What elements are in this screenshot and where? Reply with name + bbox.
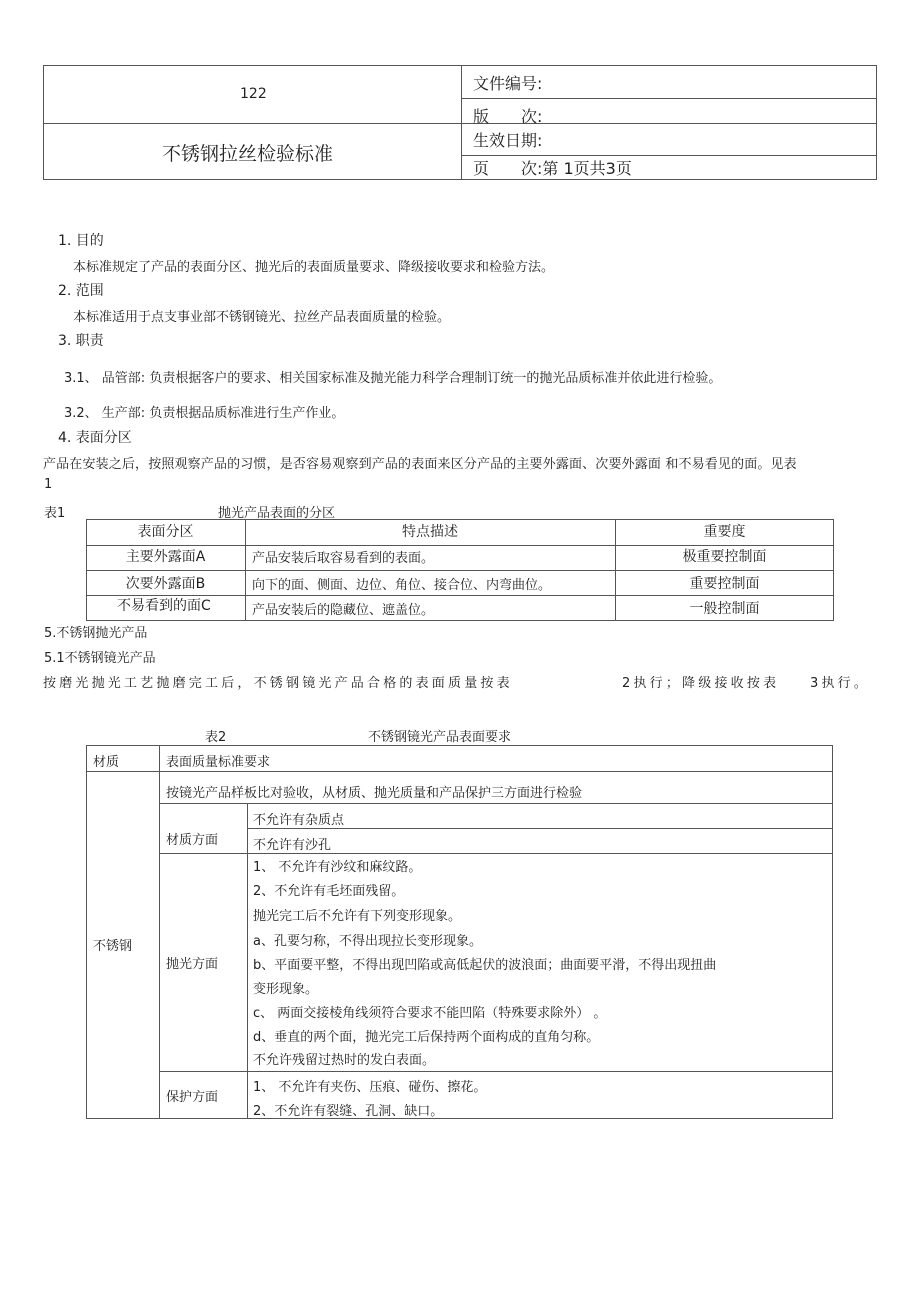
table-2-item: 不允许残留过热时的发白表面。: [253, 1053, 436, 1068]
table-2-item: b、平面要平整，不得出现凹陷或高低起伏的波浪面；曲面要平滑，不得出现扭曲: [253, 958, 717, 973]
section-1-text: 本标准规定了产品的表面分区、抛光后的表面质量要求、降级接收要求和检验方法。: [73, 260, 555, 275]
table-1-cell: 极重要控制面: [682, 549, 767, 565]
table-1-label: 表1: [44, 506, 66, 521]
table-2-header-requirement: 表面质量标准要求: [166, 755, 271, 770]
table-2-item: 抛光完工后不允许有下列变形现象。: [253, 909, 462, 924]
table-1-cell: 向下的面、侧面、边位、角位、接合位、内弯曲位。: [252, 578, 552, 593]
doc-code: 122: [240, 86, 267, 102]
table-2-item: 2、不允许有毛坯面残留。: [253, 884, 405, 899]
table-2-label: 表2: [205, 730, 227, 745]
section-5-1-text: 3执行。: [810, 676, 871, 691]
section-4-title: 4. 表面分区: [58, 430, 132, 446]
section-2-title: 2. 范围: [58, 283, 104, 299]
table-1-header: 特点描述: [402, 524, 458, 540]
table-2-group-name: 保护方面: [166, 1090, 219, 1105]
table-2-group-name: 抛光方面: [166, 957, 219, 972]
table-2-header-material: 材质: [93, 755, 120, 770]
table-2-group-name: 材质方面: [166, 833, 219, 848]
table-1-cell: 次要外露面B: [125, 576, 206, 592]
table-2-item: 不允许有杂质点: [253, 813, 345, 828]
table-2-item: 变形现象。: [253, 982, 319, 997]
table-1-cell: 产品安装后的隐藏位、遮盖位。: [252, 603, 435, 618]
table-2-item: 不允许有沙孔: [253, 838, 332, 853]
section-3-1-text: 3.1、 品管部: 负责根据客户的要求、相关国家标准及抛光能力科学合理制订统一的抛光品质标准并依此进行检验。: [64, 371, 722, 386]
table-1-header: 表面分区: [137, 524, 194, 540]
table-2-item: 1、 不允许有夹伤、压痕、碰伤、擦花。: [253, 1080, 487, 1095]
effective-date-label: 生效日期:: [473, 131, 543, 150]
table-2-item: 1、 不允许有沙纹和麻纹路。: [253, 860, 422, 875]
table-2-item: c、 两面交接棱角线须符合要求不能凹陷（特殊要求除外） 。: [253, 1006, 607, 1021]
section-5-title: 5.不锈钢抛光产品: [44, 626, 148, 641]
section-3-2-text: 3.2、 生产部: 负责根据品质标准进行生产作业。: [64, 406, 345, 421]
table-2-item: a、孔要匀称，不得出现拉长变形现象。: [253, 934, 482, 949]
doc-title: 不锈钢拉丝检验标准: [162, 143, 334, 165]
section-5-1-text: 2执行；降级接收按表: [622, 676, 780, 691]
table-1-header: 重要度: [703, 524, 746, 540]
table-1-cell: 重要控制面: [689, 576, 760, 592]
table-2-item: d、垂直的两个面，抛光完工后保持两个面构成的直角匀称。: [253, 1030, 600, 1045]
table-2-material: 不锈钢: [93, 939, 133, 954]
section-4-text-continued: 1: [44, 477, 53, 492]
section-5-1-text: 按磨光抛光工艺抛磨完工后，不锈钢镜光产品合格的表面质量按表: [43, 676, 513, 691]
table-2-intro: 按镜光产品样板比对验收，从材质、抛光质量和产品保护三方面进行检验: [166, 786, 583, 801]
table-2-item: 2、不允许有裂缝、孔洞、缺口。: [253, 1104, 444, 1119]
version-label: 版 次:: [473, 107, 543, 126]
section-1-title: 1. 目的: [58, 233, 104, 249]
table-1-cell: 不易看到的面C: [117, 598, 211, 614]
table-1-cell: 主要外露面A: [125, 549, 206, 565]
table-1-caption: 抛光产品表面的分区: [218, 506, 336, 521]
section-4-text: 产品在安装之后，按照观察产品的习惯，是否容易观察到产品的表面来区分产品的主要外露面、次要外露面 和不易看见的面。见表: [43, 457, 797, 472]
page-count-label: 页 次:第 1页共3页: [473, 159, 632, 178]
section-3-title: 3. 职责: [58, 333, 104, 349]
section-5-1-title: 5.1不锈钢镜光产品: [44, 651, 156, 666]
section-2-text: 本标准适用于点支事业部不锈钢镜光、拉丝产品表面质量的检验。: [73, 310, 451, 325]
doc-number-label: 文件编号:: [473, 74, 543, 93]
table-1-cell: 一般控制面: [689, 601, 760, 617]
table-2-caption: 不锈钢镜光产品表面要求: [368, 730, 512, 745]
table-1-cell: 产品安装后取容易看到的表面。: [252, 551, 435, 566]
